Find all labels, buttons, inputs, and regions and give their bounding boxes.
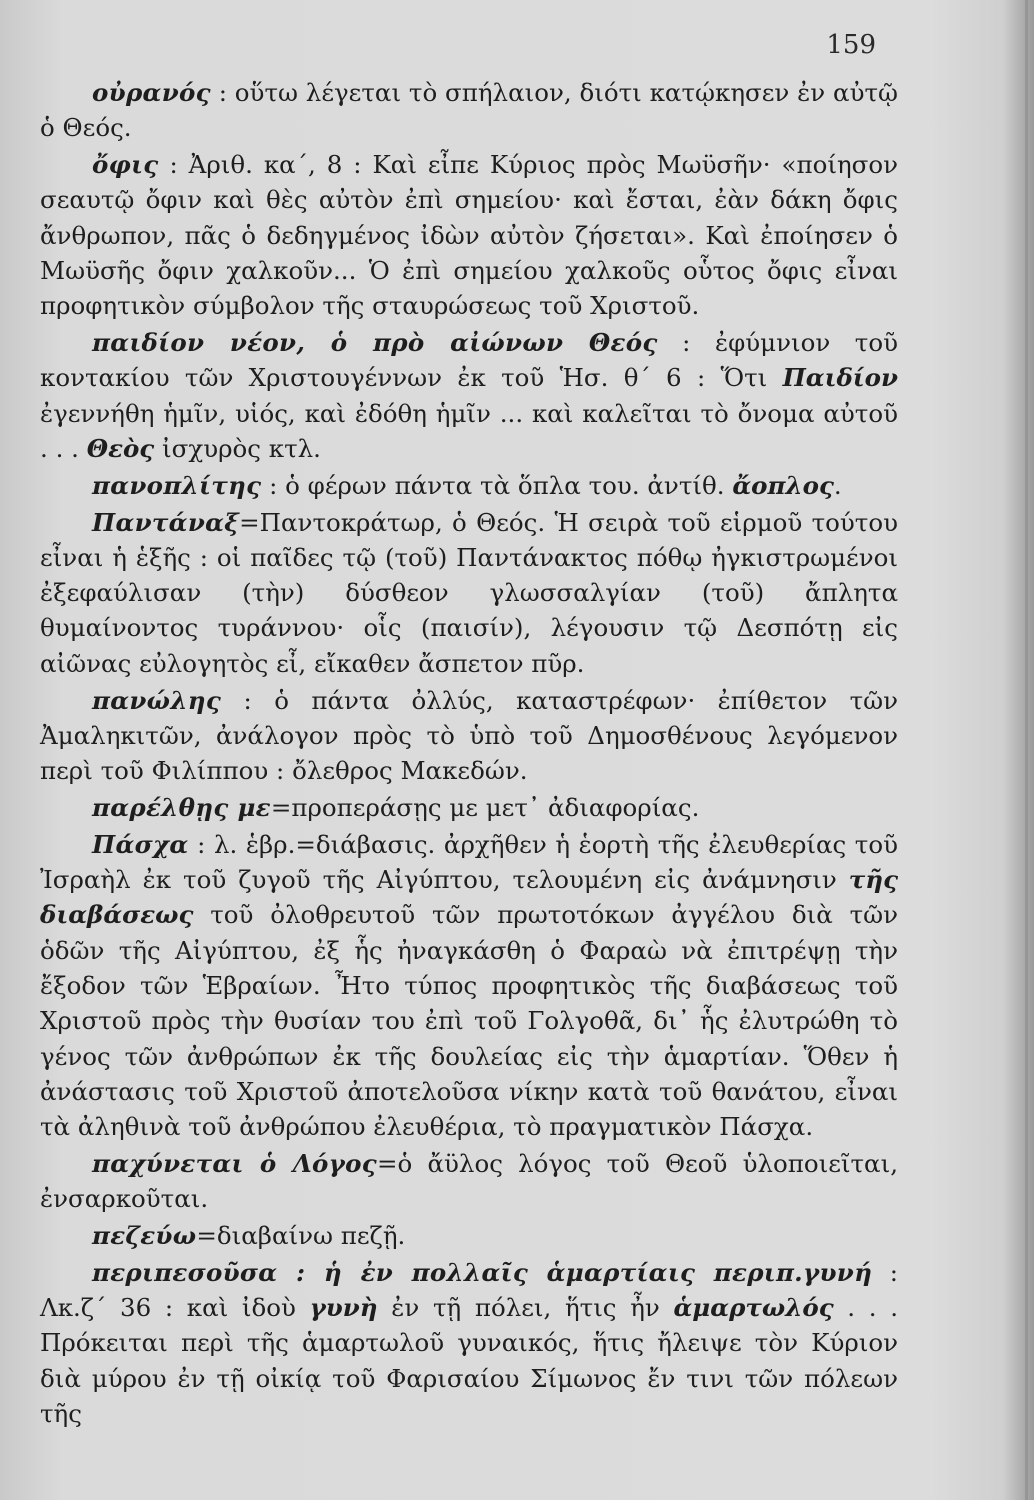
headword: Παντάναξ bbox=[92, 507, 240, 537]
entry-peripesousa bbox=[40, 1255, 898, 1431]
headword: παχύνεται ὁ Λόγος bbox=[92, 1148, 378, 1178]
emphasis: Θεὸς bbox=[86, 433, 155, 463]
page-edge bbox=[1025, 0, 1028, 1500]
definition-text: ἰσχυρὸς κτλ. bbox=[154, 433, 321, 463]
entry-ouranos bbox=[40, 75, 898, 146]
entry-panolis bbox=[40, 683, 898, 789]
headword: ὄφις bbox=[92, 150, 159, 180]
dictionary-text bbox=[40, 75, 898, 1433]
entry-pezevo bbox=[40, 1218, 898, 1253]
entry-pantanax bbox=[40, 505, 898, 681]
entry-pascha bbox=[40, 827, 898, 1145]
emphasis: ἄοπλος bbox=[732, 470, 834, 500]
entry-parelthis bbox=[40, 790, 898, 825]
entry-pachynetai bbox=[40, 1146, 898, 1217]
definition-text: =προπεράσῃς με μετ᾽ ἀδιαφορίας. bbox=[270, 792, 700, 822]
entry-paidion bbox=[40, 325, 898, 466]
emphasis: γυνὴ bbox=[309, 1293, 378, 1323]
definition-text: : ὁ πάντα ὀλλύς, καταστρέφων· ἐπίθετον τῶν Ἀμαληκιτῶν, ἀνάλογον πρὸς τὸ ὑπὸ τοῦ Δημοσθένους λεγόμενον περὶ τοῦ Φιλίππου : ὄλεθρος Μακεδών. bbox=[40, 685, 898, 786]
definition-text: : λ. ἑβρ.=διάβασις. ἀρχῆθεν ἡ ἑορτὴ τῆς ἐλευθερίας τοῦ Ἰσραὴλ ἐκ τοῦ ζυγοῦ τῆς Αἰγύπτου, τελουμένη εἰς ἀνάμνησιν bbox=[40, 829, 898, 895]
emphasis: ἁμαρτωλός bbox=[673, 1293, 834, 1323]
definition-text: : Ἀριθ. κα΄, 8 : Καὶ εἶπε Κύριος πρὸς Μωϋσῆν· «ποίησον σεαυτῷ ὄφιν καὶ θὲς αὐτὸν ἐπὶ σημείου· καὶ ἔσται, ἐὰν δάκη ὄφις ἄνθρωπον, πᾶς ὁ δεδηγμένος ἰδὼν αὐτὸν ζήσεται». Καὶ ἐποίησεν ὁ Μωϋσῆς ὄφιν χαλκοῦν... Ὁ ἐπὶ σημείου χαλκοῦς οὗτος ὄφις εἶναι προφητικὸν σύμβολον τῆς σταυρώσεως τοῦ Χριστοῦ. bbox=[40, 150, 898, 321]
definition-text: : ἐφύμνιον τοῦ κοντακίου τῶν Χριστουγέννων ἐκ τοῦ Ἡσ. θ΄ 6 : Ὅτι bbox=[40, 328, 898, 393]
definition-text: τοῦ ὀλοθρευτοῦ τῶν πρωτοτόκων ἀγγέλου διὰ τῶν ὁδῶν τῆς Αἰγύπτου, ἐξ ἧς ἠναγκάσθη ὁ Φαραὼ νὰ ἐπιτρέψῃ τὴν ἔξοδον τῶν Ἑβραίων. Ἦτο τύπος προφητικὸς τῆς διαβάσεως τοῦ Χριστοῦ πρὸς τὴν θυσίαν του ἐπὶ τοῦ Γολγοθᾶ, δι᾽ ἧς ἐλυτρώθη τὸ γένος τῶν ἀνθρώπων ἐκ τῆς δουλείας εἰς τὴν ἁμαρτίαν. Ὅθεν ἡ ἀνάστασις τοῦ Χριστοῦ ἀποτελοῦσα νίκην κατὰ τοῦ θανάτου, εἶναι τὰ ἀληθινὰ τοῦ ἀνθρώπου ἐλευθέρια, τὸ πραγματικὸν Πάσχα. bbox=[40, 900, 898, 1142]
definition-text: : ὁ φέρων πάντα τὰ ὅπλα του. ἀντίθ. bbox=[261, 470, 733, 500]
entry-panoplitis bbox=[40, 468, 898, 503]
page-number: 159 bbox=[826, 30, 876, 60]
headword: περιπεσοῦσα : ἡ ἐν πολλαῖς ἁμαρτίαις περιπ.γυνή bbox=[92, 1257, 873, 1287]
headword: Πάσχα bbox=[92, 829, 189, 859]
definition-text: . bbox=[833, 470, 842, 500]
headword: παρέλθῃς με bbox=[92, 792, 271, 822]
definition-text: : οὕτω λέγεται τὸ σπήλαιον, διότι κατῴκησεν ἐν αὐτῷ ὁ Θεός. bbox=[40, 78, 898, 143]
headword: παιδίον νέον, ὁ πρὸ αἰώνων Θεός bbox=[92, 328, 658, 358]
headword: πεζεύω bbox=[92, 1221, 197, 1250]
definition-text: =διαβαίνω πεζῇ. bbox=[196, 1221, 406, 1250]
headword: οὐρανός bbox=[92, 78, 211, 107]
headword: πανοπλίτης bbox=[92, 470, 262, 500]
headword: πανώλης bbox=[92, 685, 222, 715]
definition-text: =Παντοκράτωρ, ὁ Θεός. Ἡ σειρὰ τοῦ εἱρμοῦ τούτου εἶναι ἡ ἑξῆς : οἱ παῖδες τῷ (τοῦ) Παντάνακτος πόθῳ ἠγκιστρωμένοι ἐξεφαύλισαν (τὴν) δύσθεον γλωσσαλγίαν (τοῦ) ἄπλητα θυμαίνοντος τυράννου· οἷς (παισίν), λέγουσιν τῷ Δεσπότῃ εἰς αἰῶνας εὐλογητὸς εἶ, εἴκαθεν ἄσπετον πῦρ. bbox=[40, 507, 898, 678]
definition-text: ἐν τῇ πόλει, ἥτις ἦν bbox=[377, 1293, 674, 1323]
definition-text: ἐγεννήθη ἡμῖν, υἱός, καὶ ἐδόθη ἡμῖν ... καὶ καλεῖται τὸ ὄνομα αὐτοῦ . . . bbox=[40, 398, 898, 463]
definition-text: . . . Πρόκειται περὶ τῆς ἁμαρτωλοῦ γυναικός, ἥτις ἤλειψε τὸν Κύριον διὰ μύρου ἐν τῇ οἰκίᾳ τοῦ Φαρισαίου Σίμωνος ἔν τινι τῶν πόλεων τῆς bbox=[40, 1293, 899, 1428]
emphasis: τῆς διαβάσεως bbox=[40, 865, 898, 930]
emphasis: Παιδίον bbox=[782, 363, 898, 393]
definition-text: : Λκ.ζ΄ 36 : καὶ ἰδοὺ bbox=[40, 1257, 898, 1323]
entry-ofis bbox=[40, 147, 898, 323]
definition-text: =ὁ ἄϋλος λόγος τοῦ Θεοῦ ὑλοποιεῖται, ἐνσαρκοῦται. bbox=[40, 1148, 898, 1214]
